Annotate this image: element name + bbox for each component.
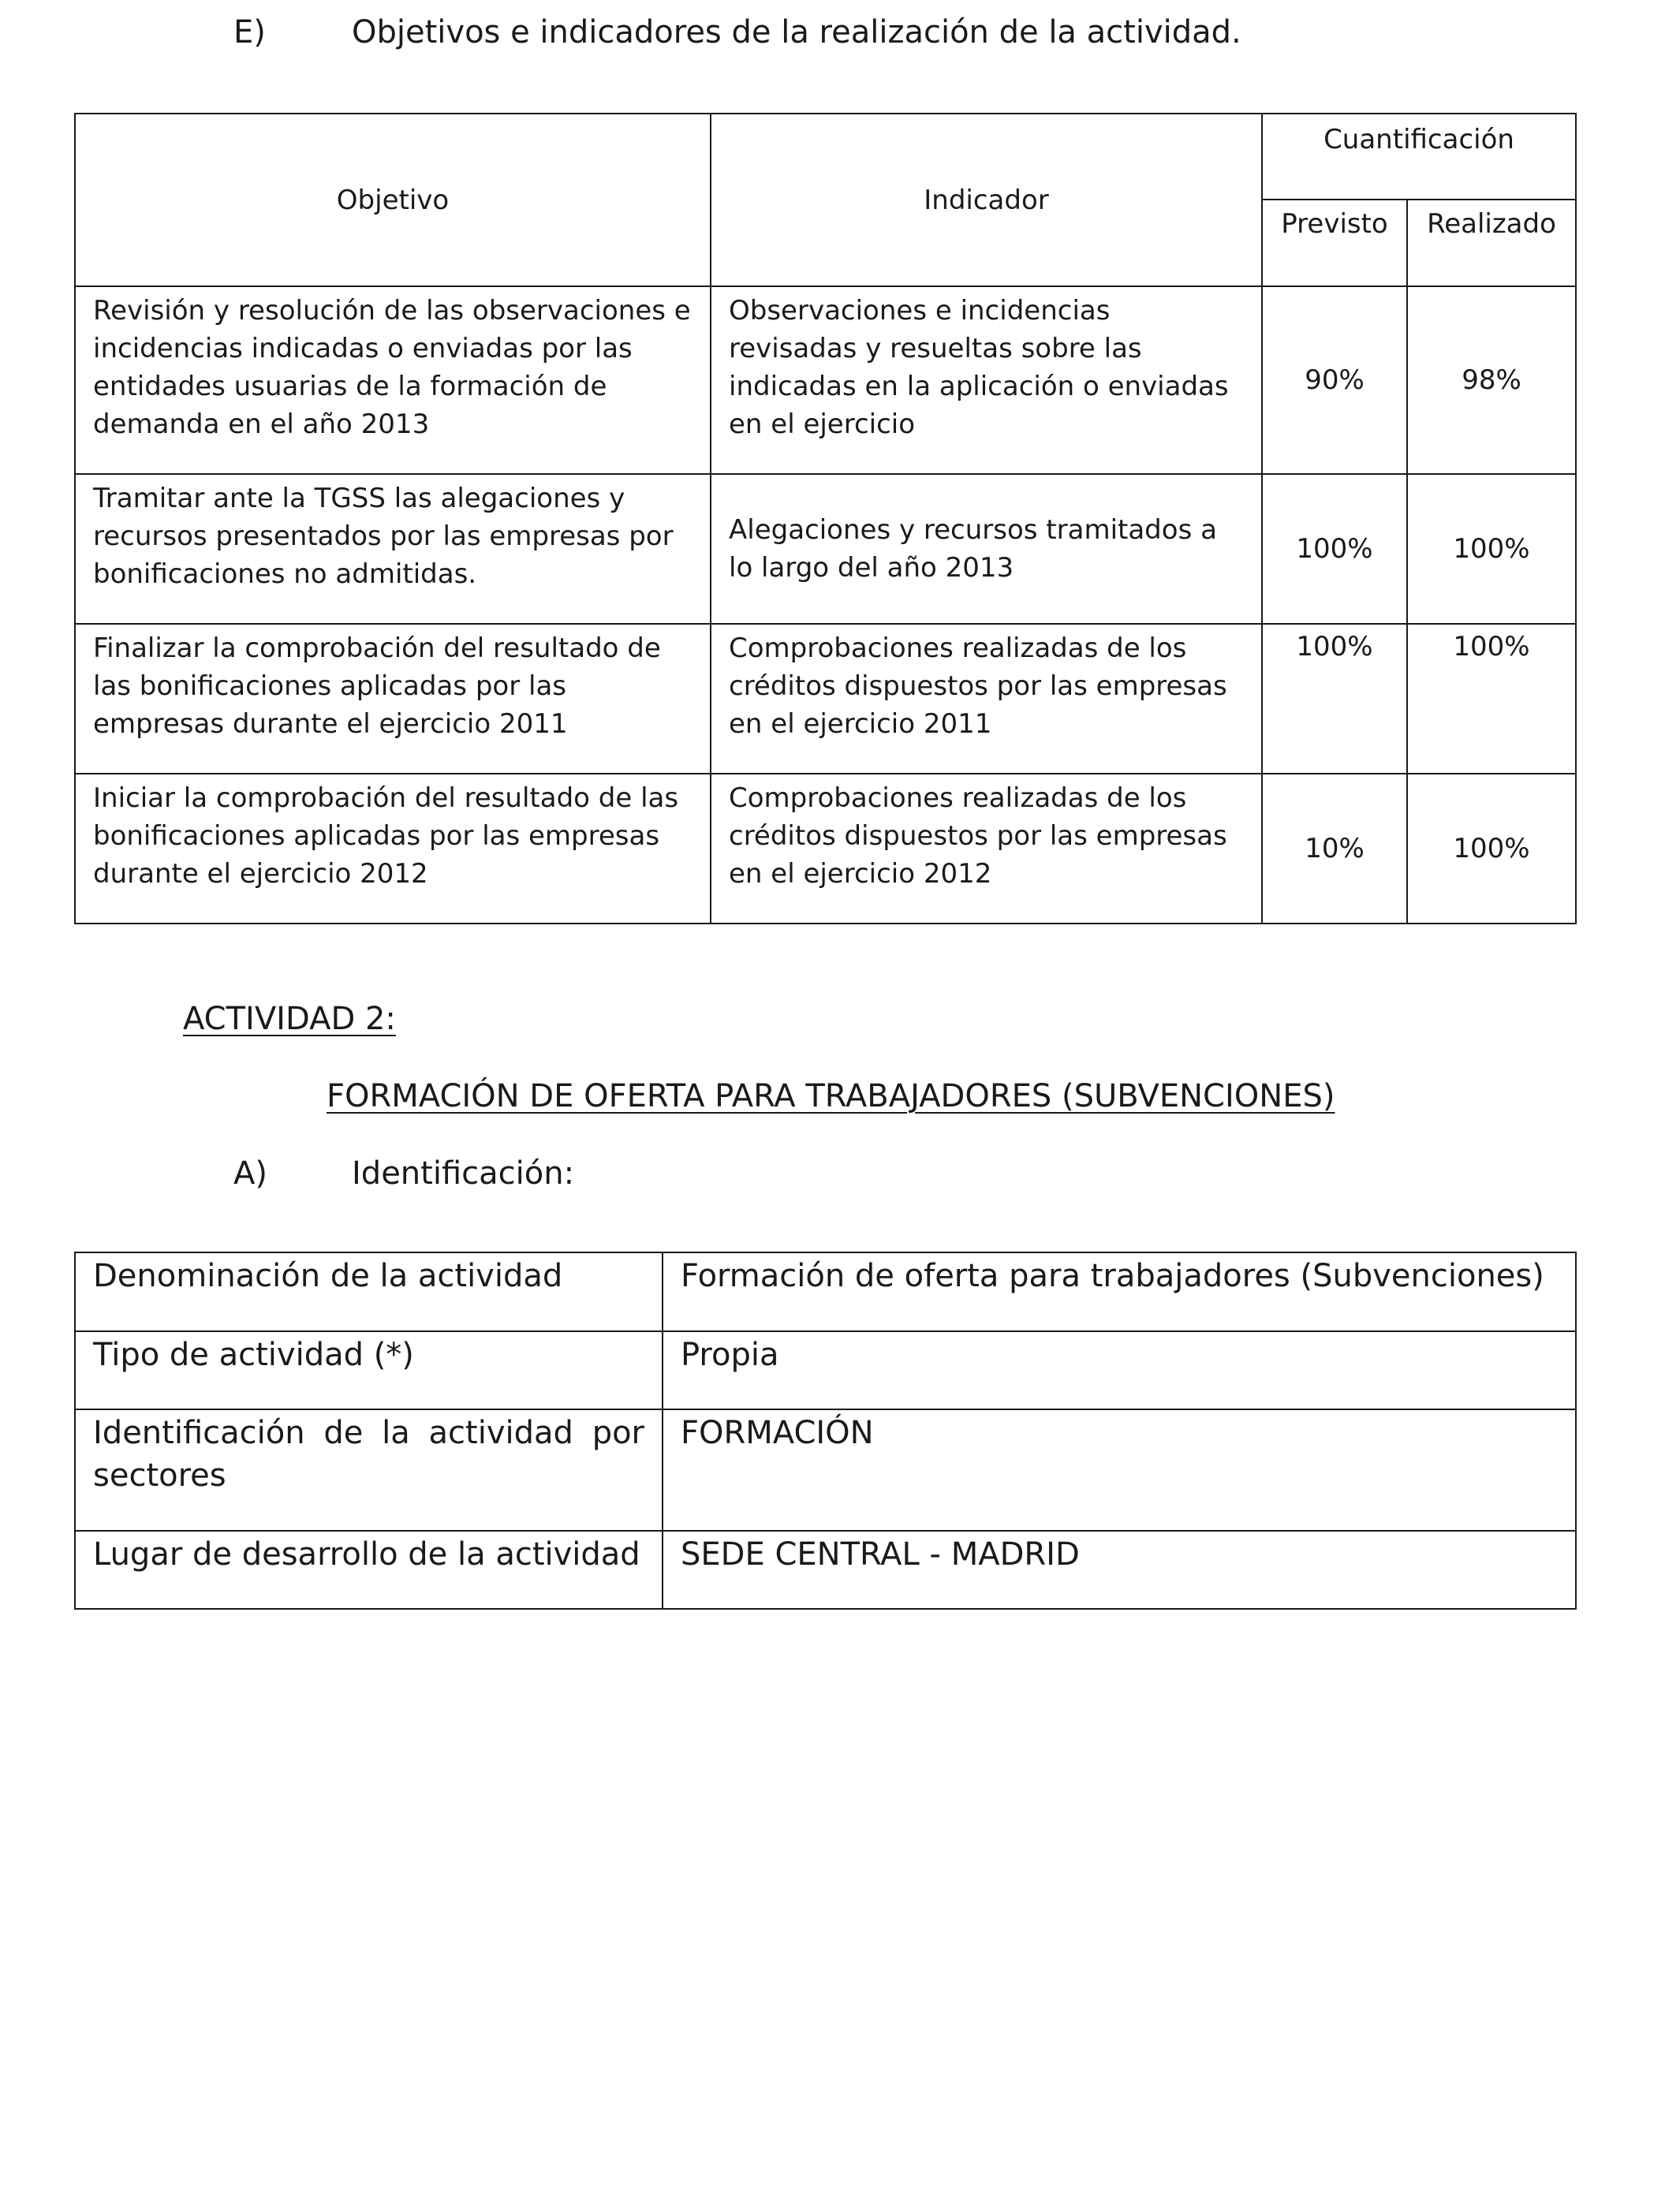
header-cuantificacion: Cuantificación [1262,114,1576,200]
header-previsto: Previsto [1262,200,1407,286]
table-row [75,1409,1576,1531]
section-a-title: Identificación: [352,1155,575,1192]
identification-label: Denominación de la actividad [75,1252,663,1331]
indicador-cell: Alegaciones y recursos tramitados a lo largo del año 2013 [711,474,1262,624]
identification-value: SEDE CENTRAL - MADRID [663,1531,1576,1609]
realizado-cell: 98% [1407,286,1576,474]
previsto-cell: 90% [1262,286,1407,474]
indicador-cell: Comprobaciones realizadas de los créditos dispuestos por las empresas en el ejercicio 2011 [711,624,1262,774]
table-row [75,474,1576,624]
table-row [75,624,1576,774]
identification-value: Formación de oferta para trabajadores (Subvenciones) [663,1252,1576,1331]
objetivo-cell: Finalizar la comprobación del resultado de las bonificaciones aplicadas por las empresas durante el ejercicio 2011 [75,624,711,774]
previsto-cell: 100% [1262,474,1407,624]
objetivo-cell: Revisión y resolución de las observaciones e incidencias indicadas o enviadas por las entidades usuarias de la formación de demanda en el año 2013 [75,286,711,474]
header-indicador: Indicador [711,114,1262,286]
header-objetivo: Objetivo [75,114,711,286]
identification-value: FORMACIÓN [663,1409,1576,1531]
section-e-letter: E) [233,14,266,50]
realizado-cell: 100% [1407,774,1576,924]
activity-2-label: ACTIVIDAD 2: [183,1001,396,1037]
section-a-letter: A) [233,1155,267,1192]
previsto-cell: 100% [1262,624,1407,774]
table-row [75,1252,1576,1331]
realizado-cell: 100% [1407,474,1576,624]
previsto-cell: 10% [1262,774,1407,924]
header-realizado: Realizado [1407,200,1576,286]
identification-label: Lugar de desarrollo de la actividad [75,1531,663,1609]
objetivo-cell: Tramitar ante la TGSS las alegaciones y recursos presentados por las empresas por bonificaciones no admitidas. [75,474,711,624]
indicador-cell: Observaciones e incidencias revisadas y resueltas sobre las indicadas en la aplicación o enviadas en el ejercicio [711,286,1262,474]
table-row [75,1331,1576,1409]
identification-label: Identificación de la actividad por sectores [75,1409,663,1531]
realizado-cell: 100% [1407,624,1576,774]
objectives-table [74,113,1577,924]
table-row [75,774,1576,924]
table-row [75,1531,1576,1609]
identification-label: Tipo de actividad (*) [75,1331,663,1409]
identification-value: Propia [663,1331,1576,1409]
section-e-title: Objetivos e indicadores de la realización de la actividad. [352,14,1241,50]
table-row [75,286,1576,474]
activity-2-title: FORMACIÓN DE OFERTA PARA TRABAJADORES (SUBVENCIONES) [327,1078,1335,1114]
indicador-cell: Comprobaciones realizadas de los créditos dispuestos por las empresas en el ejercicio 2012 [711,774,1262,924]
objectives-header-row [75,114,1576,200]
identification-table [74,1252,1577,1610]
objetivo-cell: Iniciar la comprobación del resultado de las bonificaciones aplicadas por las empresas durante el ejercicio 2012 [75,774,711,924]
